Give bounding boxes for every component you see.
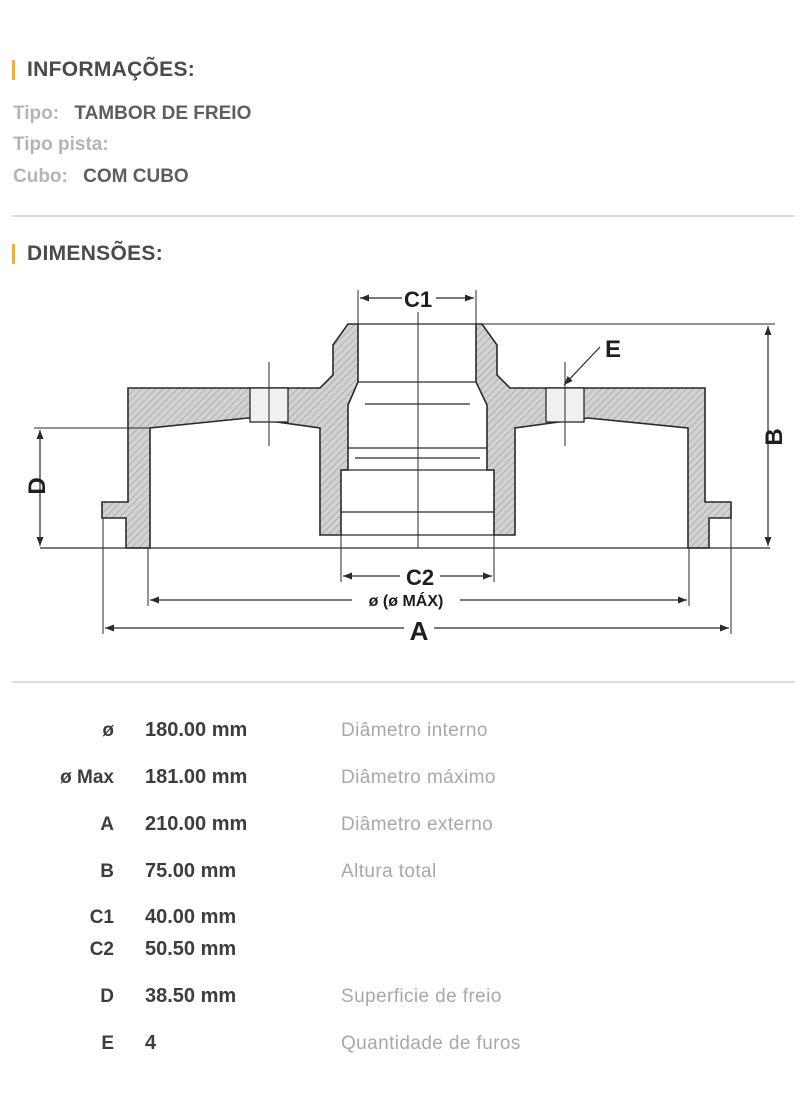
info-section-title — [12, 58, 195, 82]
spec-code: E — [101, 1033, 114, 1054]
spec-code: ø — [102, 720, 114, 741]
spec-value: 40.00 mm — [145, 906, 237, 928]
b-label: B — [761, 428, 788, 446]
spec-description: Diâmetro interno — [341, 720, 488, 741]
spec-code: A — [100, 814, 114, 835]
info-row-tipo — [13, 103, 251, 125]
accent-bar — [12, 244, 15, 264]
info-row-tipo-pista — [13, 134, 119, 156]
spec-code: B — [100, 861, 114, 882]
e-label: E — [605, 336, 622, 363]
drum-section-right — [476, 324, 731, 548]
info-label: Tipo: — [13, 103, 60, 124]
spec-value: 75.00 mm — [145, 860, 237, 882]
brake-drum-diagram — [0, 280, 800, 660]
spec-code: C1 — [89, 907, 114, 928]
info-title-text: INFORMAÇÕES: — [27, 58, 196, 81]
spec-description: Altura total — [341, 861, 437, 882]
c1-label: C1 — [403, 287, 433, 312]
spec-code: ø Max — [60, 767, 114, 788]
diameter-label: ø (ø MÁX) — [368, 593, 444, 610]
dimensions-title-text: DIMENSÕES: — [27, 242, 164, 265]
spec-value: 181.00 mm — [145, 766, 248, 788]
d-label: D — [24, 477, 51, 495]
spec-value: 4 — [145, 1032, 157, 1054]
spec-value: 180.00 mm — [145, 719, 248, 741]
info-label: Tipo pista: — [13, 134, 109, 155]
divider — [12, 215, 795, 217]
c2-label: C2 — [405, 565, 435, 590]
info-row-cubo — [13, 166, 189, 188]
info-value: COM CUBO — [83, 166, 189, 187]
spec-value: 50.50 mm — [145, 938, 237, 960]
spec-code: C2 — [89, 939, 114, 960]
spec-description: Quantidade de furos — [341, 1033, 521, 1054]
info-label: Cubo: — [13, 166, 68, 187]
spec-description: Diâmetro máximo — [341, 767, 496, 788]
spec-value: 38.50 mm — [145, 985, 237, 1007]
spec-value: 210.00 mm — [145, 813, 248, 835]
divider — [12, 681, 795, 683]
drum-section-left — [102, 324, 358, 548]
spec-code: D — [100, 986, 114, 1007]
a-label: A — [409, 616, 429, 646]
dimensions-section-title — [12, 242, 163, 266]
info-value: TAMBOR DE FREIO — [74, 103, 252, 124]
e-leader — [564, 347, 600, 385]
spec-description: Diâmetro externo — [341, 814, 494, 835]
accent-bar — [12, 60, 15, 80]
spec-description: Superficie de freio — [341, 986, 502, 1007]
